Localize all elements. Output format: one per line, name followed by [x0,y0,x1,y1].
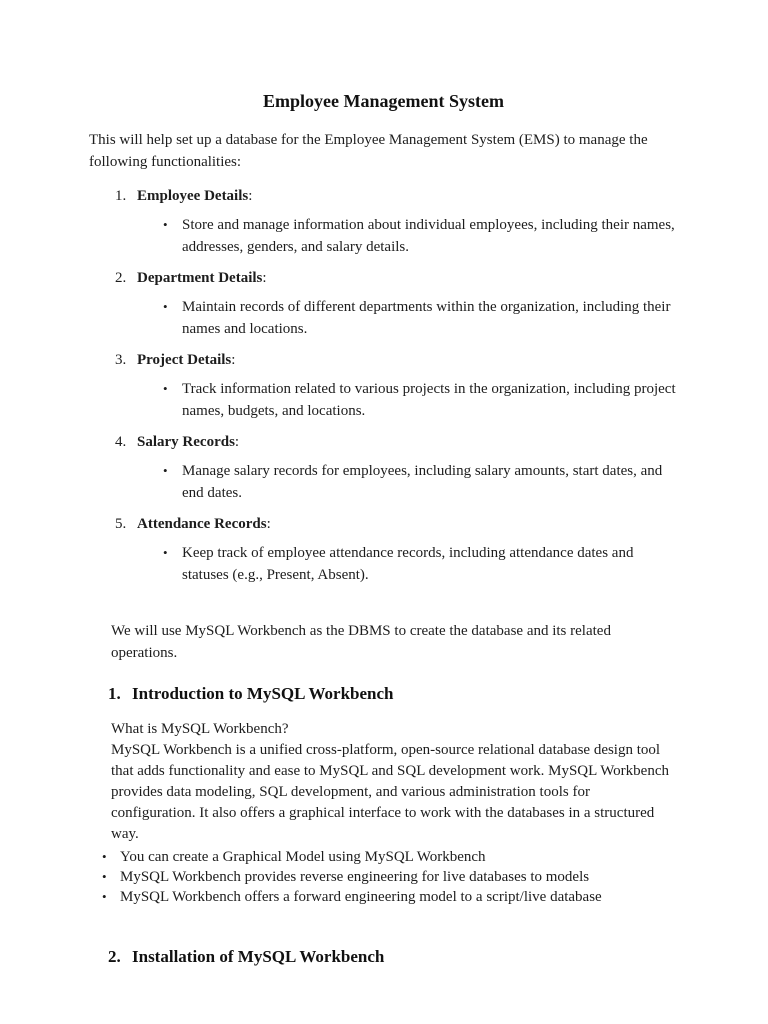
feature-item-department-details [89,267,678,289]
feature-label-suffix: : [248,188,253,204]
feature-description: Keep track of employee attendance records, including attendance dates and statuses (e.g., Present, Absent). [182,545,634,583]
list-item [89,887,678,907]
feature-description: Store and manage information about individual employees, including their names, addresses, genders, and salary details. [182,217,675,255]
section-number: 2. [108,947,121,966]
list-item-text: MySQL Workbench offers a forward engineering model to a script/live database [120,889,602,905]
feature-bullet [89,214,678,258]
feature-bullet [89,460,678,504]
section-number: 1. [108,684,121,703]
list-number: 2. [115,270,127,286]
intro-paragraph: This will help set up a database for the Employee Management System (EMS) to manage the following functionalities: [89,132,648,170]
workbench-bullet-list [89,847,678,907]
bullet-marker: • [102,889,107,904]
feature-label: Project Details [137,352,232,368]
workbench-description: MySQL Workbench is a unified cross-platform, open-source relational database design tool that adds functionality and ease to MySQL and SQL development work. MySQL Workbench provides data modeling, SQL development, and various administration tools for configuration. It also offers a graphical interface to work with the databases in a structured way. [111,742,669,842]
dbms-note-paragraph: We will use MySQL Workbench as the DBMS to create the database and its related operations. [111,623,611,661]
feature-bullet [89,296,678,340]
feature-item-project-details [89,349,678,371]
feature-label-suffix: : [234,434,240,450]
section-heading-installation [108,945,678,969]
feature-description: Maintain records of different departments within the organization, including their names and locations. [182,299,671,337]
bullet-marker: • [102,849,107,864]
list-number: 1. [115,188,127,204]
feature-label-suffix: : [262,270,267,286]
feature-bullet [89,542,678,586]
section-heading-introduction [108,682,678,706]
bullet-marker: • [102,869,107,884]
feature-description: Track information related to various projects in the organization, including project names, budgets, and locations. [182,381,676,419]
feature-label-suffix: : [266,516,271,532]
feature-label: Salary Records [137,434,235,450]
list-number: 3. [115,352,127,368]
bullet-marker: • [163,217,168,232]
feature-item-attendance-records [89,513,678,535]
list-item-text: MySQL Workbench provides reverse engineering for live databases to models [120,869,590,885]
feature-label: Employee Details [137,188,249,204]
bullet-marker: • [163,463,168,478]
list-item [89,867,678,887]
bullet-marker: • [163,381,168,396]
page-title: Employee Management System [263,91,504,111]
feature-description: Manage salary records for employees, including salary amounts, start dates, and end dates. [182,463,663,501]
section-title: Installation of MySQL Workbench [132,947,385,966]
feature-label: Department Details [137,270,263,286]
list-number: 5. [115,516,127,532]
section-title: Introduction to MySQL Workbench [132,684,394,703]
feature-label: Attendance Records [137,516,267,532]
list-number: 4. [115,434,127,450]
bullet-marker: • [163,299,168,314]
feature-label-suffix: : [231,352,236,368]
question-line: What is MySQL Workbench? [111,721,289,737]
feature-item-salary-records [89,431,678,453]
bullet-marker: • [163,545,168,560]
feature-bullet [89,378,678,422]
list-item-text: You can create a Graphical Model using MySQL Workbench [120,849,486,865]
feature-item-employee-details [89,185,678,207]
list-item [89,847,678,867]
